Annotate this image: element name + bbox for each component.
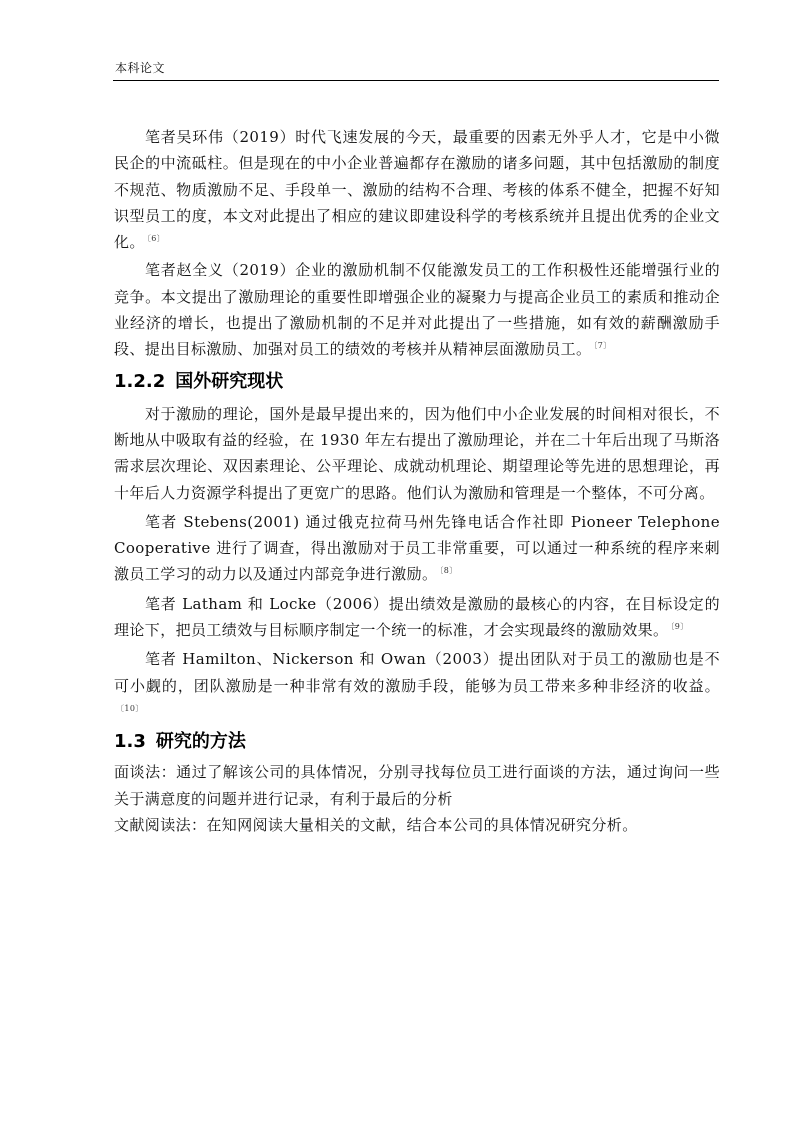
section-title: 研究的方法 (155, 731, 246, 753)
section-number: 1.2.2 (114, 370, 166, 392)
paragraph (114, 759, 720, 812)
paragraph-text: 笔者 Stebens(2001) 通过俄克拉荷马州先锋电话合作社即 Pioneer Telephone Cooperative 进行了调查，得出激励对于员工非常重要，可以通过一种系统的程序来刺激员工学习的动力以及通过内部竞争进行激励。 (114, 512, 720, 584)
paragraph (114, 509, 720, 588)
paragraph (114, 646, 720, 725)
paragraph-text: 文献阅读法：在知网阅读大量相关的文献，结合本公司的具体情况研究分析。 (114, 815, 638, 834)
citation-ref: 〔6〕 (146, 234, 166, 244)
section-heading (114, 370, 720, 393)
body-text (114, 124, 720, 838)
paragraph (114, 591, 720, 644)
paragraph (114, 124, 720, 255)
section-heading (114, 730, 720, 753)
citation-ref: 〔9〕 (670, 622, 689, 632)
paragraph-text: 笔者 Latham 和 Locke（2006）提出绩效是激励的最核心的内容，在目标设定的理论下，把员工绩效与目标顺序制定一个统一的标准，才会实现最终的激励效果。 (114, 594, 720, 640)
paragraph-text: 笔者 Hamilton、Nickerson 和 Owan（2003）提出团队对于员工的激励也是不可小觑的，团队激励是一种非常有效的激励手段，能够为员工带来多种非经济的收益。 (114, 650, 720, 695)
section-number: 1.3 (114, 731, 146, 753)
citation-ref: 〔7〕 (593, 341, 612, 351)
citation-ref: 〔10〕 (116, 703, 144, 713)
page-header: 本科论文 (115, 61, 166, 75)
citation-ref: 〔8〕 (439, 566, 458, 576)
section-title: 国外研究现状 (175, 370, 284, 392)
paragraph-text: 对于激励的理论，国外是最早提出来的，因为他们中小企业发展的时间相对很长，不断地从中吸取有益的经验，在 1930 年左右提出了激励理论，并在二十年后出现了马斯洛需求层次理论、双因素理论、公平理论、成就动机理论、期望理论等先进的思想理论，再十年后人力资源学科提出了更宽广的思路。他们认为激励和管理是一个整体，不可分离。 (114, 404, 720, 502)
paragraph-text: 面谈法：通过了解该公司的具体情况，分别寻找每位员工进行面谈的方法，通过询问一些关于满意度的问题并进行记录，有利于最后的分析 (114, 763, 720, 808)
paragraph-text: 笔者吴环伟（2019）时代飞速发展的今天，最重要的因素无外乎人才，它是中小微民企的中流砥柱。但是现在的中小企业普遍都存在激励的诸多问题，其中包括激励的制度不规范、物质激励不足、手段单一、激励的结构不合理、考核的体系不健全，把握不好知识型员工的度，本文对此提出了相应的建议即建设科学的考核系统并且提出优秀的企业文化。 (114, 128, 720, 252)
paragraph (114, 257, 720, 362)
paragraph (114, 812, 720, 838)
paragraph (114, 401, 720, 506)
header-divider (113, 80, 719, 81)
paragraph-text: 笔者赵全义（2019）企业的激励机制不仅能激发员工的工作积极性还能增强行业的竞争。本文提出了激励理论的重要性即增强企业的凝聚力与提高企业员工的素质和推动企业经济的增长，也提出了激励机制的不足并对此提出了一些措施，如有效的薪酬激励手段、提出目标激励、加强对员工的绩效的考核并从精神层面激励员工。 (114, 261, 720, 359)
